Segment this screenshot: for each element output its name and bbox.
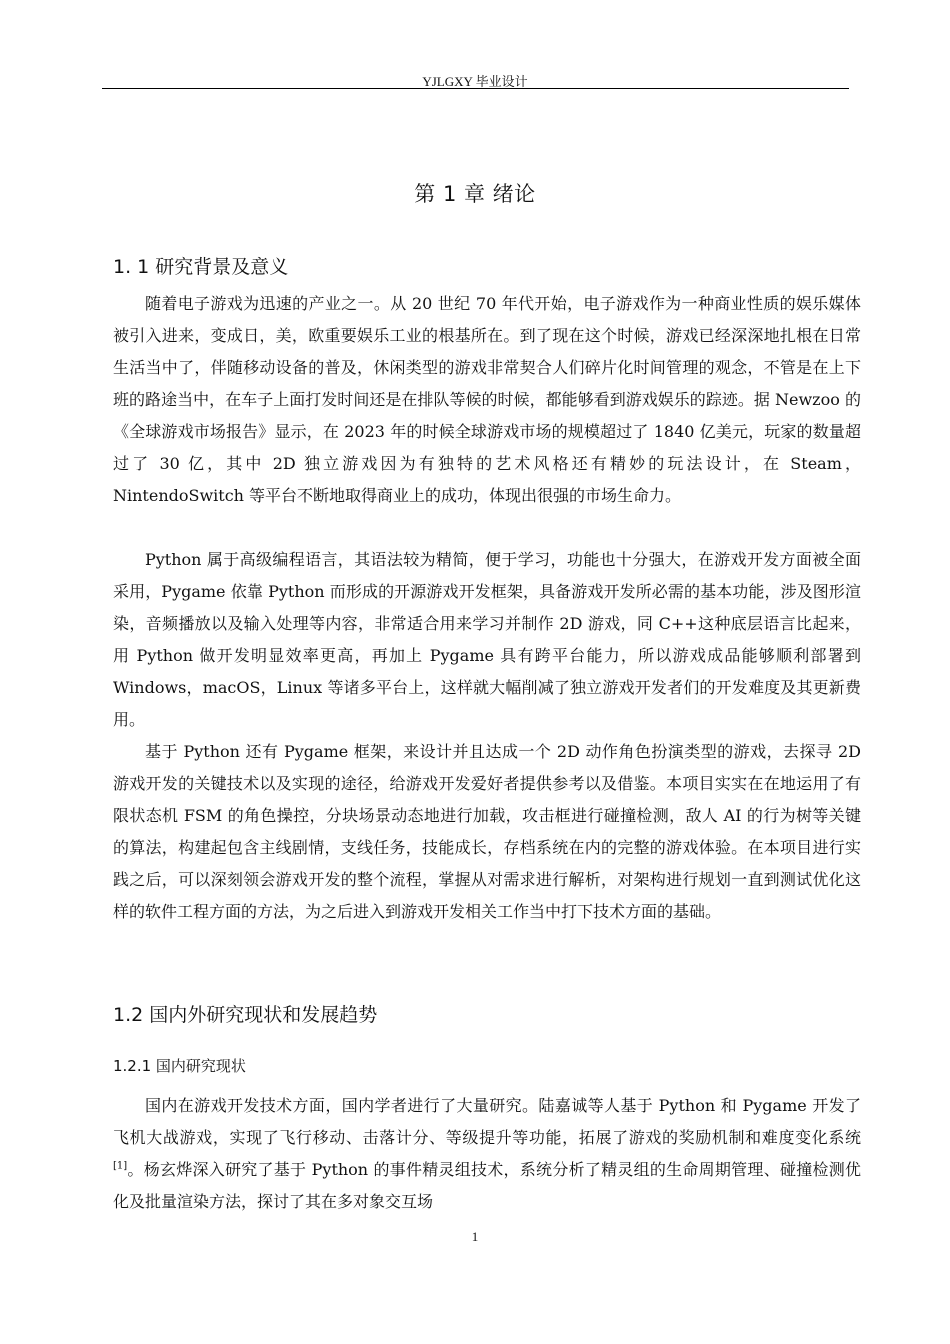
section-heading-1-1: 1. 1 研究背景及意义 — [113, 256, 289, 278]
paragraph-background-3: 基于 Python 还有 Pygame 框架，来设计并且达成一个 2D 动作角色扮演类型的游戏，去探寻 2D 游戏开发的关键技术以及实现的途径，给游戏开发爱好者提供参考以及借鉴。本项目实实在在地运用了有限状态机 FSM 的角色操控，分块场景动态地进行加载，攻击框进行碰撞检测，敌人 AI 的行为树等关键的算法，构建起包含主线剧情，支线任务，技能成长，存档系统在内的完整的游戏体验。在本项目进行实践之后，可以深刻领会游戏开发的整个流程，掌握从对需求进行解析，对架构进行规划一直到测试优化这样的软件工程方面的方法，为之后进入到游戏开发相关工作当中打下技术方面的基础。 — [113, 742, 861, 921]
chapter-title: 第 1 章 绪论 — [414, 182, 536, 206]
paragraph-text-part1: 国内在游戏开发技术方面，国内学者进行了大量研究。陆嘉诚等人基于 Python 和 Pygame 开发了飞机大战游戏，实现了飞行移动、击落计分、等级提升等功能，拓展了游戏的奖励机制和难度变化系统 — [113, 1096, 861, 1147]
section-heading-1-2: 1.2 国内外研究现状和发展趋势 — [113, 1004, 378, 1026]
running-header: YJLGXY 毕业设计 — [422, 74, 528, 89]
header-divider — [102, 88, 849, 89]
paragraph-background-2: Python 属于高级编程语言，其语法较为精简，便于学习，功能也十分强大，在游戏开发方面被全面采用，Pygame 依靠 Python 而形成的开源游戏开发框架，具备游戏开发所必需的基本功能，涉及图形渲染，音频播放以及输入处理等内容，非常适合用来学习并制作 2D 游戏，同 C++这种底层语言比起来，用 Python 做开发明显效率更高，再加上 Pygame 具有跨平台能力，所以游戏成品能够顺利部署到 Windows，macOS，Linux 等诸多平台上，这样就大幅削减了独立游戏开发者们的开发难度及其更新费用。 — [113, 550, 861, 729]
page-number: 1 — [471, 1229, 479, 1244]
citation-reference[interactable]: [1] — [113, 1160, 128, 1172]
paragraph-domestic-research — [113, 1090, 861, 1218]
subsection-heading-1-2-1: 1.2.1 国内研究现状 — [113, 1057, 246, 1075]
paragraph-background-1: 随着电子游戏为迅速的产业之一。从 20 世纪 70 年代开始，电子游戏作为一种商业性质的娱乐媒体被引入进来，变成日，美，欧重要娱乐工业的根基所在。到了现在这个时候，游戏已经深深地扎根在日常生活当中了，伴随移动设备的普及，休闲类型的游戏非常契合人们碎片化时间管理的观念，不管是在上下班的路途当中，在车子上面打发时间还是在排队等候的时候，都能够看到游戏娱乐的踪迹。据 Newzoo 的《全球游戏市场报告》显示，在 2023 年的时候全球游戏市场的规模超过了 1840 亿美元，玩家的数量超过了 30 亿，其中 2D 独立游戏因为有独特的艺术风格还有精妙的玩法设计，在 Steam，NintendoSwitch 等平台不断地取得商业上的成功，体现出很强的市场生命力。 — [113, 294, 861, 505]
paragraph-text-part2: 。杨玄烨深入研究了基于 Python 的事件精灵组技术，系统分析了精灵组的生命周期管理、碰撞检测优化及批量渲染方法，探讨了其在多对象交互场 — [113, 1160, 861, 1211]
